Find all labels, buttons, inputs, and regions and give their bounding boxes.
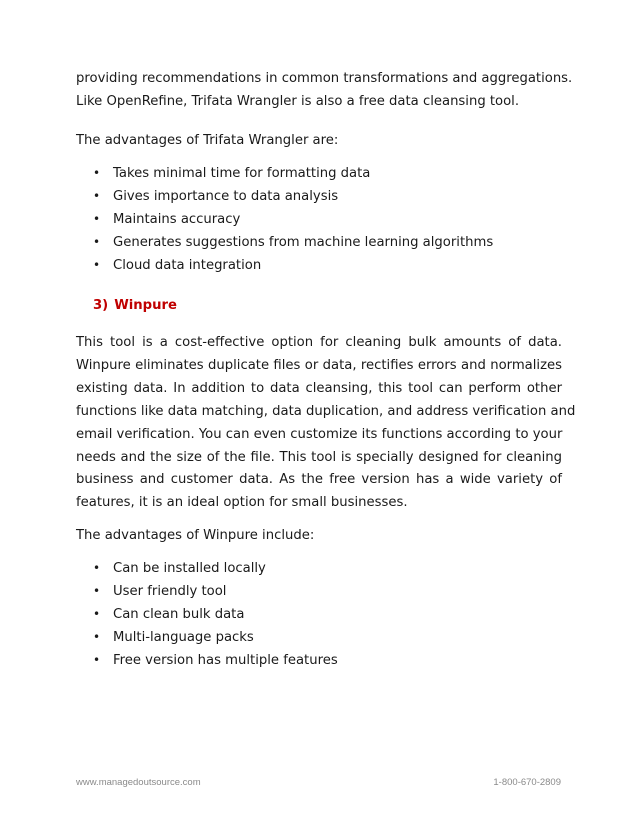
winpure-line: Winpure eliminates duplicate files or data, rectifies errors and normalizes — [76, 357, 562, 373]
bullet-icon: • — [93, 258, 101, 273]
bullet-icon: • — [93, 630, 101, 645]
trifata-advantages-list — [76, 162, 562, 277]
list-item — [76, 603, 562, 626]
trifata-advantages-heading: The advantages of Trifata Wrangler are: — [76, 133, 339, 148]
winpure-line: email verification. You can even customize its functions according to your — [76, 426, 563, 442]
list-item-text: Can be installed locally — [113, 561, 266, 576]
bullet-icon: • — [93, 212, 101, 227]
list-item-text: Can clean bulk data — [113, 607, 245, 623]
list-item — [76, 162, 562, 185]
bullet-icon: • — [93, 189, 101, 204]
list-item — [76, 254, 562, 277]
winpure-line: functions like data matching, data duplication, and address verification and — [76, 403, 576, 419]
winpure-paragraph — [76, 332, 576, 515]
winpure-advantages-heading: The advantages of Winpure include: — [76, 528, 315, 543]
list-item-text: Takes minimal time for formatting data — [113, 166, 371, 181]
list-item — [76, 208, 562, 231]
bullet-icon: • — [93, 584, 101, 599]
list-item — [76, 626, 562, 649]
footer-website[interactable]: www.managedoutsource.com — [76, 777, 201, 788]
winpure-line: features, it is an ideal option for small businesses. — [76, 495, 408, 511]
section-number: 3) — [93, 298, 109, 313]
list-item-text: User friendly tool — [113, 584, 227, 600]
list-item — [76, 231, 562, 254]
list-item-text: Gives importance to data analysis — [113, 189, 339, 205]
bullet-icon: • — [93, 607, 101, 622]
list-item-text: Cloud data integration — [113, 258, 262, 274]
intro-line: Like OpenRefine, Trifata Wrangler is also a free data cleansing tool. — [76, 93, 520, 109]
bullet-icon: • — [93, 235, 101, 250]
bullet-icon: • — [93, 653, 101, 668]
list-item — [76, 185, 562, 208]
intro-paragraph — [76, 68, 573, 113]
list-item — [76, 580, 562, 603]
winpure-advantages-list — [76, 557, 562, 672]
list-item-text: Generates suggestions from machine learning algorithms — [113, 235, 494, 251]
bullet-icon: • — [93, 561, 101, 575]
winpure-line: This tool is a cost-effective option for cleaning bulk amounts of data. — [76, 335, 562, 350]
winpure-line: existing data. In addition to data cleansing, this tool can perform other — [76, 380, 562, 396]
list-item-text: Free version has multiple features — [113, 653, 338, 669]
winpure-line: business and customer data. As the free version has a wide variety of — [76, 472, 562, 488]
section-heading — [93, 298, 177, 313]
list-item — [76, 557, 562, 580]
bullet-icon: • — [93, 166, 101, 180]
section-title: Winpure — [114, 298, 177, 313]
list-item — [76, 649, 562, 672]
list-item-text: Maintains accuracy — [113, 212, 241, 228]
intro-line: providing recommendations in common transformations and aggregations. — [76, 71, 573, 86]
list-item-text: Multi-language packs — [113, 630, 254, 646]
winpure-line: needs and the size of the file. This tool is specially designed for cleaning — [76, 449, 562, 465]
footer-phone: 1-800-670-2809 — [493, 777, 561, 788]
